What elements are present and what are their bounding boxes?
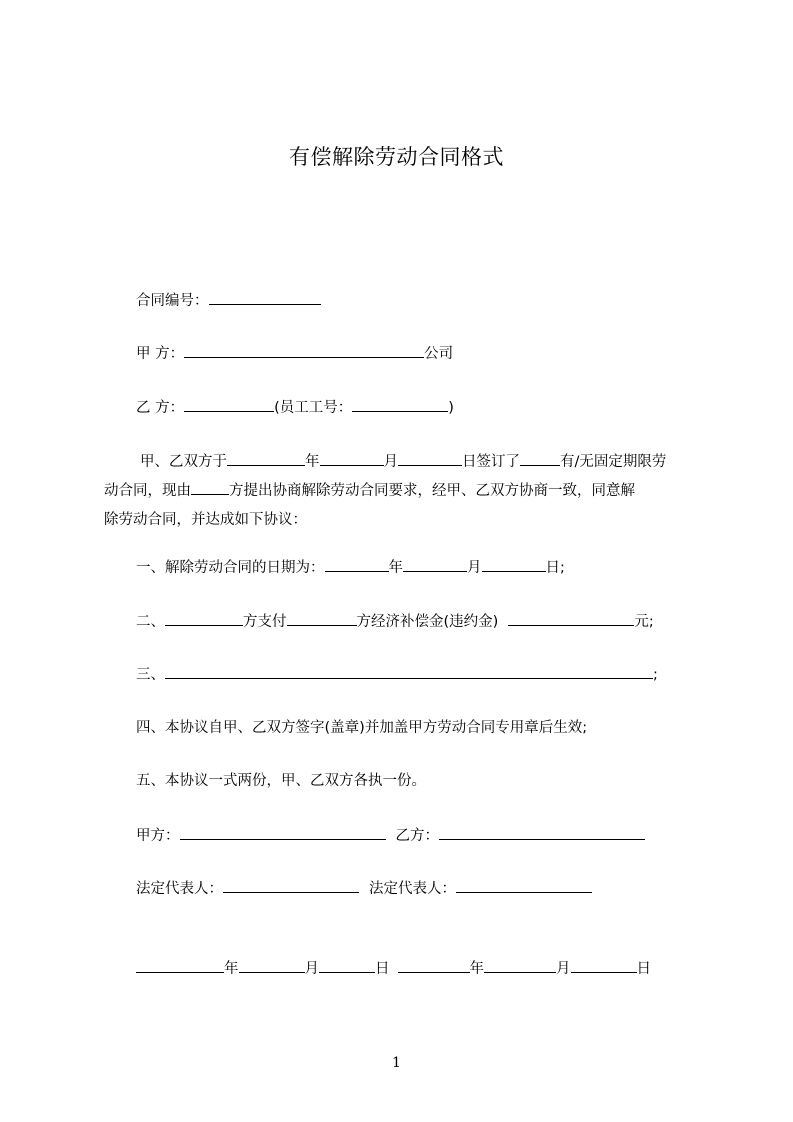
date-a-day: 日	[375, 961, 390, 977]
intro-text-2a: 动合同，现由	[104, 483, 191, 499]
date-b-year: 年	[469, 961, 484, 977]
party-a-line	[136, 342, 453, 365]
intro-text-1: 甲、乙双方于	[140, 454, 227, 470]
legal-rep-a-label: 法定代表人：	[136, 881, 223, 897]
item-1-month: 月	[467, 560, 482, 576]
item-2	[136, 610, 654, 633]
date-b-year-blank[interactable]	[398, 957, 470, 973]
item-1-text: 一、解除劳动合同的日期为：	[136, 560, 325, 576]
contract-number-label: 合同编号：	[136, 293, 209, 309]
date-b-day-blank[interactable]	[571, 957, 637, 973]
date-b-month: 月	[556, 961, 571, 977]
item-3	[136, 663, 658, 686]
intro-year-label: 年	[305, 454, 320, 470]
signature-line	[136, 824, 645, 847]
item-4: 四、本协议自甲、乙双方签字(盖章)并加盖甲方劳动合同专用章后生效;	[136, 720, 588, 736]
document-title: 有偿解除劳动合同格式	[289, 145, 504, 169]
employee-id-blank[interactable]	[352, 396, 448, 412]
legal-rep-b-label: 法定代表人：	[369, 881, 456, 897]
intro-text-3: 除劳动合同，并达成如下协议：	[104, 512, 307, 528]
sign-a-blank[interactable]	[180, 824, 386, 840]
item-1	[136, 556, 565, 579]
intro-term-blank[interactable]	[520, 450, 560, 466]
item-2-pay-text: 方支付	[243, 614, 287, 630]
intro-text-2b: 方提出协商解除劳动合同要求，经甲、乙双方协商一致，同意解	[229, 483, 635, 499]
date-a-year-blank[interactable]	[136, 957, 224, 973]
item-1-year-blank[interactable]	[325, 556, 389, 572]
item-2-comp-text: 方经济补偿金(违约金)	[356, 614, 499, 630]
item-3-prefix: 三、	[136, 667, 165, 683]
intro-term-type: 有/无固定期限劳	[560, 454, 667, 470]
item-2-payer-blank[interactable]	[165, 610, 243, 626]
sign-a-label: 甲方：	[136, 828, 180, 844]
date-b-month-blank[interactable]	[484, 957, 556, 973]
party-b-label: 乙 方：	[136, 400, 185, 416]
item-1-month-blank[interactable]	[403, 556, 467, 572]
employee-id-open: (员工工号：	[274, 400, 353, 416]
legal-rep-a-blank[interactable]	[223, 877, 359, 893]
party-a-blank[interactable]	[184, 342, 424, 358]
date-b-day: 日	[636, 961, 651, 977]
sign-b-blank[interactable]	[439, 824, 645, 840]
intro-month-label: 月	[383, 454, 398, 470]
intro-paragraph	[104, 448, 716, 535]
intro-month-blank[interactable]	[320, 450, 384, 466]
item-2-unit: 元;	[634, 614, 654, 630]
date-a-month: 月	[304, 961, 319, 977]
legal-rep-line	[136, 877, 592, 900]
party-b-blank[interactable]	[184, 396, 274, 412]
item-2-amount-blank[interactable]	[508, 610, 634, 626]
item-1-day: 日;	[545, 560, 565, 576]
party-a-label: 甲 方：	[136, 346, 185, 362]
contract-number-blank[interactable]	[209, 289, 321, 305]
item-1-day-blank[interactable]	[482, 556, 546, 572]
item-5: 五、本协议一式两份，甲、乙双方各执一份。	[136, 773, 426, 789]
date-a-day-blank[interactable]	[319, 957, 375, 973]
intro-signed-label: 日签订了	[462, 454, 520, 470]
party-a-suffix: 公司	[424, 346, 454, 362]
item-3-end: ;	[653, 667, 658, 683]
item-3-blank[interactable]	[165, 663, 653, 679]
legal-rep-b-blank[interactable]	[456, 877, 592, 893]
employee-id-close: )	[448, 400, 454, 416]
intro-day-blank[interactable]	[398, 450, 462, 466]
item-1-year: 年	[388, 560, 403, 576]
item-2-payee-blank[interactable]	[287, 610, 357, 626]
date-line	[136, 957, 651, 980]
intro-year-blank[interactable]	[227, 450, 305, 466]
contract-number-line	[136, 289, 321, 312]
party-b-line	[136, 396, 454, 419]
date-a-year: 年	[224, 961, 239, 977]
date-a-month-blank[interactable]	[239, 957, 305, 973]
page-number: 1	[392, 1055, 401, 1071]
intro-party-blank[interactable]	[191, 479, 229, 495]
sign-b-label: 乙方：	[395, 828, 439, 844]
item-2-prefix: 二、	[136, 614, 165, 630]
